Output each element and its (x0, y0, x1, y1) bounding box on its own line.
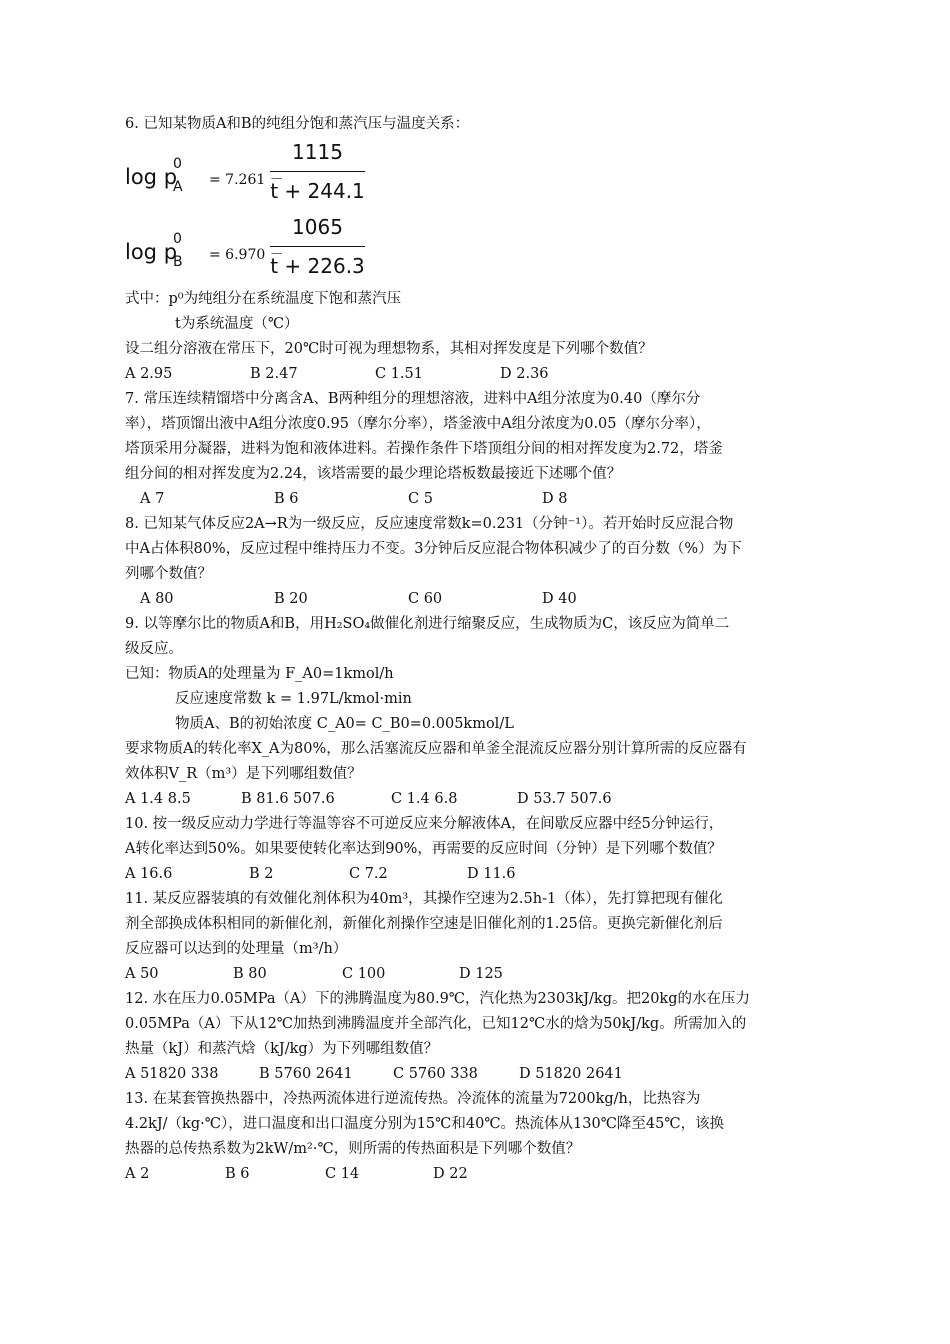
q9-line-2: 级反应。 (125, 641, 183, 657)
q12-option-d: D 51820 2641 (519, 1066, 623, 1082)
formula-a-fraction (270, 137, 365, 206)
q9-question-1: 要求物质A的转化率X_A为80%，那么活塞流反应器和单釜全混流反应器分别计算所需的反应器有 (125, 741, 747, 757)
fraction-bar (270, 246, 365, 247)
formula-a-log: log p (125, 165, 178, 189)
q6-option-c: C 1.51 (375, 366, 423, 382)
q11-line-1: 11. 某反应器装填的有效催化剂体积为40m³，其操作空速为2.5h-1（体），先打算把现有催化 (125, 891, 723, 907)
q13-option-d: D 22 (433, 1166, 468, 1182)
q9-options (125, 787, 830, 812)
q12-option-c: C 5760 338 (393, 1066, 478, 1082)
q6-option-d: D 2.36 (500, 366, 549, 382)
q9-line-1: 9. 以等摩尔比的物质A和B，用H₂SO₄做催化剂进行缩聚反应，生成物质为C，该反应为简单二 (125, 616, 730, 632)
q8-line-2: 中A占体积80%，反应过程中维持压力不变。3分钟后反应混合物体积减少了的百分数（%）为下 (125, 541, 742, 557)
q10-options (125, 862, 830, 887)
q9-known-1: 已知：物质A的处理量为 F_A0=1kmol/h (125, 666, 394, 682)
q12-options (125, 1062, 830, 1087)
q8-line-1: 8. 已知某气体反应2A→R为一级反应，反应速度常数k=0.231（分钟⁻¹）。若开始时反应混合物 (125, 516, 734, 532)
formula-b-rest: = 6.970 － (209, 247, 284, 263)
q10-line-2: A转化率达到50%。如果要使转化率达到90%，再需要的反应时间（分钟）是下列哪个数值？ (125, 841, 722, 857)
document-page (125, 112, 830, 1187)
formula-b-fraction (270, 212, 365, 281)
q11-options (125, 962, 830, 987)
q10-option-b: B 2 (249, 866, 274, 882)
q13-option-c: C 14 (325, 1166, 360, 1182)
formula-a-rest: = 7.261 － (209, 172, 284, 188)
q13-options (125, 1162, 830, 1187)
q6-intro: 6. 已知某物质A和B的纯组分饱和蒸汽压与温度关系： (125, 116, 470, 132)
q12-option-b: B 5760 2641 (259, 1066, 353, 1082)
formula-a-sup: 0 (173, 156, 182, 172)
formula-a (125, 137, 830, 212)
q8-options (125, 587, 830, 612)
q8-option-d: D 40 (542, 591, 577, 607)
formula-b (125, 212, 830, 287)
q7-option-a: A 7 (140, 491, 165, 507)
q9-option-a: A 1.4 8.5 (125, 791, 191, 807)
q6-option-b: B 2.47 (250, 366, 298, 382)
q7-line-2: 率），塔顶馏出液中A组分浓度0.95（摩尔分率），塔釜液中A组分浓度为0.05（摩尔分率）， (125, 416, 711, 432)
formula-b-lhs (125, 231, 183, 270)
q10-line-1: 10. 按一级反应动力学进行等温等容不可逆反应来分解液体A，在间歇反应器中经5分钟运行， (125, 816, 724, 832)
fraction-bar (270, 171, 365, 172)
q10-option-c: C 7.2 (349, 866, 388, 882)
q13-line-1: 13. 在某套管换热器中，冷热两流体进行逆流传热。冷流体的流量为7200kg/h，比热容为 (125, 1091, 701, 1107)
q10-option-a: A 16.6 (125, 866, 173, 882)
q10-option-d: D 11.6 (467, 866, 516, 882)
q13-option-a: A 2 (125, 1166, 150, 1182)
formula-a-numerator: 1115 (292, 140, 343, 164)
q11-option-a: A 50 (125, 966, 159, 982)
q13-line-3: 热器的总传热系数为2kW/m²·℃，则所需的传热面积是下列哪个数值？ (125, 1141, 581, 1157)
q9-known-2: 反应速度常数 k = 1.97L/kmol·min (175, 691, 412, 707)
q6-where-1: 式中：p⁰为纯组分在系统温度下饱和蒸汽压 (125, 291, 402, 307)
q8-option-b: B 20 (274, 591, 308, 607)
q9-option-d: D 53.7 507.6 (517, 791, 612, 807)
q12-option-a: A 51820 338 (125, 1066, 219, 1082)
q7-option-b: B 6 (274, 491, 299, 507)
q9-option-c: C 1.4 6.8 (391, 791, 458, 807)
q8-line-3: 列哪个数值？ (125, 566, 212, 582)
q11-line-2: 剂全部换成体积相同的新催化剂，新催化剂操作空速是旧催化剂的1.25倍。更换完新催化剂后 (125, 916, 723, 932)
q7-options (125, 487, 830, 512)
formula-b-sup: 0 (173, 231, 182, 247)
q12-line-2: 0.05MPa（A）下从12℃加热到沸腾温度并全部汽化，已知12℃水的焓为50kJ/kg。所需加入的 (125, 1016, 747, 1032)
q9-question-2: 效体积V_R（m³）是下列哪组数值？ (125, 766, 362, 782)
q8-option-a: A 80 (140, 591, 174, 607)
q11-option-b: B 80 (233, 966, 267, 982)
q11-option-c: C 100 (342, 966, 386, 982)
formula-b-log: log p (125, 240, 178, 264)
formula-b-denominator: t + 226.3 (270, 254, 365, 278)
q12-line-1: 12. 水在压力0.05MPa（A）下的沸腾温度为80.9℃，汽化热为2303kJ/kg。把20kg的水在压力 (125, 991, 750, 1007)
q6-options (125, 362, 830, 387)
q6-option-a: A 2.95 (125, 366, 173, 382)
q7-option-d: D 8 (542, 491, 568, 507)
q8-option-c: C 60 (408, 591, 443, 607)
q7-line-4: 组分间的相对挥发度为2.24，该塔需要的最少理论塔板数最接近下述哪个值？ (125, 466, 622, 482)
formula-a-denominator: t + 244.1 (270, 179, 365, 203)
formula-b-sub: B (173, 254, 183, 270)
q7-line-1: 7. 常压连续精馏塔中分离含A、B两种组分的理想溶液，进料中A组分浓度为0.40（摩尔分 (125, 391, 701, 407)
q7-line-3: 塔顶采用分凝器，进料为饱和液体进料。若操作条件下塔顶组分间的相对挥发度为2.72，塔釜 (125, 441, 723, 457)
q13-line-2: 4.2kJ/（kg·℃），进口温度和出口温度分别为15℃和40℃。热流体从130℃降至45℃，该换 (125, 1116, 725, 1132)
q13-option-b: B 6 (225, 1166, 250, 1182)
q6-where-2: t为系统温度（℃） (175, 316, 299, 332)
q6-question: 设二组分溶液在常压下，20℃时可视为理想物系，其相对挥发度是下列哪个数值？ (125, 341, 653, 357)
q7-option-c: C 5 (408, 491, 433, 507)
q9-option-b: B 81.6 507.6 (241, 791, 335, 807)
q11-option-d: D 125 (459, 966, 503, 982)
q11-line-3: 反应器可以达到的处理量（m³/h） (125, 941, 348, 957)
q12-line-3: 热量（kJ）和蒸汽焓（kJ/kg）为下列哪组数值？ (125, 1041, 439, 1057)
formula-a-sub: A (173, 179, 183, 195)
formula-b-numerator: 1065 (292, 215, 343, 239)
q9-known-3: 物质A、B的初始浓度 C_A0= C_B0=0.005kmol/L (175, 716, 514, 732)
formula-a-lhs (125, 156, 183, 195)
